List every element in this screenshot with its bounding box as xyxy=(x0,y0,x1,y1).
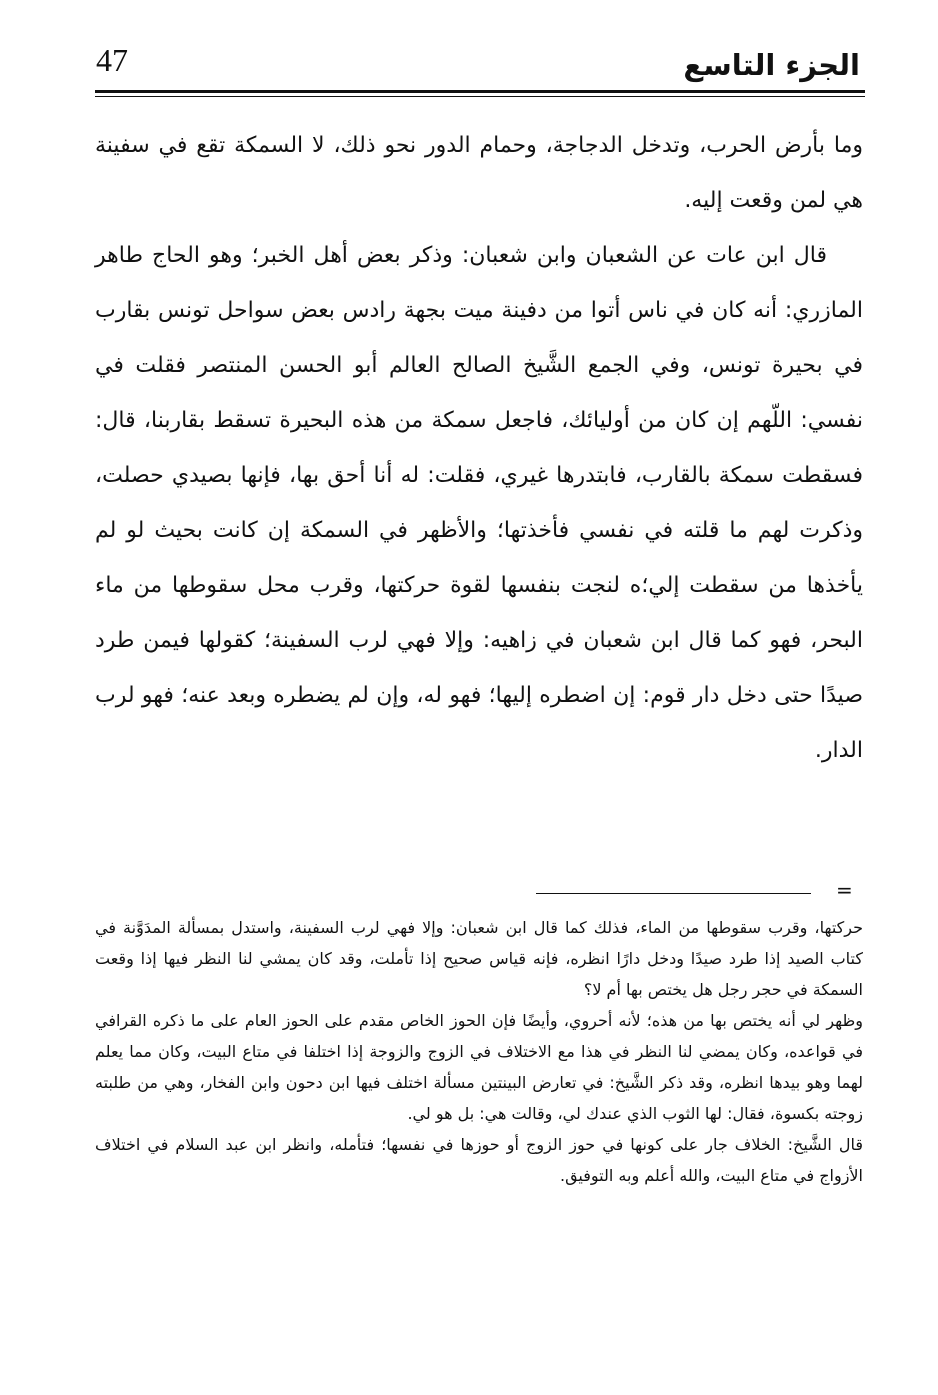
footnote-separator-line xyxy=(536,893,811,894)
footnote-paragraph-2: وظهر لي أنه يختص بها من هذه؛ لأنه أحروي، وأيضًا فإن الحوز الخاص مقدم على الحوز العام على ما ذكره القرافي في قواعده، وكان يمضي لنا النظر في هذا مع الاختلاف في الزوج والزوجة إذا اختلفا في متاع البيت، وكان مما يعلم لهما وهو بيدها انظره، وقد ذكر الشَّيخ: في تعارض البينتين مسألة اختلف فيها ابن دحون وابن الفخار، وهي من طلبته زوجته بكسوة، فقال: لها الثوب الذي عندك لي، وقالت هي: بل هو لي. xyxy=(95,1011,863,1123)
footnote-paragraph-1: حركتها، وقرب سقوطها من الماء، فذلك كما قال ابن شعبان: وإلا فهي لرب السفينة، واستدل بمسألة المدَوَّنة في كتاب الصيد إذا طرد صيدًا ودخل دارًا انظره، فإنه قياس صحيح إذا تأملت، وقد كان يمشي لنا النظر فيها إذا وقعت السمكة في حجر رجل هل يختص بها أم لا؟ xyxy=(95,918,863,999)
main-paragraph-2: قال ابن عات عن الشعبان وابن شعبان: وذكر بعض أهل الخبر؛ وهو الحاج طاهر المازري: أنه كان في ناس أتوا من دفينة ميت بجهة رادس بعض سواحل تونس بقارب في بحيرة تونس، وفي الجمع الشَّيخ الصالح العالم أبو الحسن المنتصر فقلت في نفسي: اللّهم إن كان من أوليائك، فاجعل سمكة من هذه البحيرة تسقط بقاربنا، قال: فسقطت سمكة بالقارب، فابتدرها غيري، فقلت: له أنا أحق بها، فإنها بصيدي حصلت، وذكرت لهم ما قلته في نفسي فأخذتها؛ والأظهر في السمكة إن كانت بحيث لو لم يأخذها من سقطت إلي؛ه لنجت بنفسها لقوة حركتها، وقرب محل سقوطها من ماء البحر، فهو كما قال ابن شعبان في زاهيه: وإلا فهي لرب السفينة؛ كقولها فيمن طرد صيدًا حتى دخل دار قوم: إن اضطره إليها؛ فهو له، وإن لم يضطره وبعد عنه؛ فهو لرب الدار. xyxy=(95,243,863,763)
running-title: الجزء التاسع xyxy=(683,48,860,82)
main-text xyxy=(95,118,863,778)
footnote-separator xyxy=(96,880,866,900)
main-paragraph-1: وما بأرض الحرب، وتدخل الدجاجة، وحمام الدور نحو ذلك، لا السمكة تقع في سفينة هي لمن وقعت إليه. xyxy=(95,133,863,213)
page-number: 47 xyxy=(96,42,128,78)
footnote-paragraph-3: قال الشَّيخ: الخلاف جار على كونها في حوز الزوج أو حوزها في نفسها؛ فتأمله، وانظر ابن عبد السلام في اختلاف الأزواج في متاع البيت، والله أعلم وبه التوفيق. xyxy=(95,1135,863,1185)
footnote-continuation-mark: = xyxy=(836,878,853,902)
footnotes xyxy=(95,912,863,1191)
header-rule-thick xyxy=(95,90,865,93)
header-rule-thin xyxy=(95,96,865,97)
